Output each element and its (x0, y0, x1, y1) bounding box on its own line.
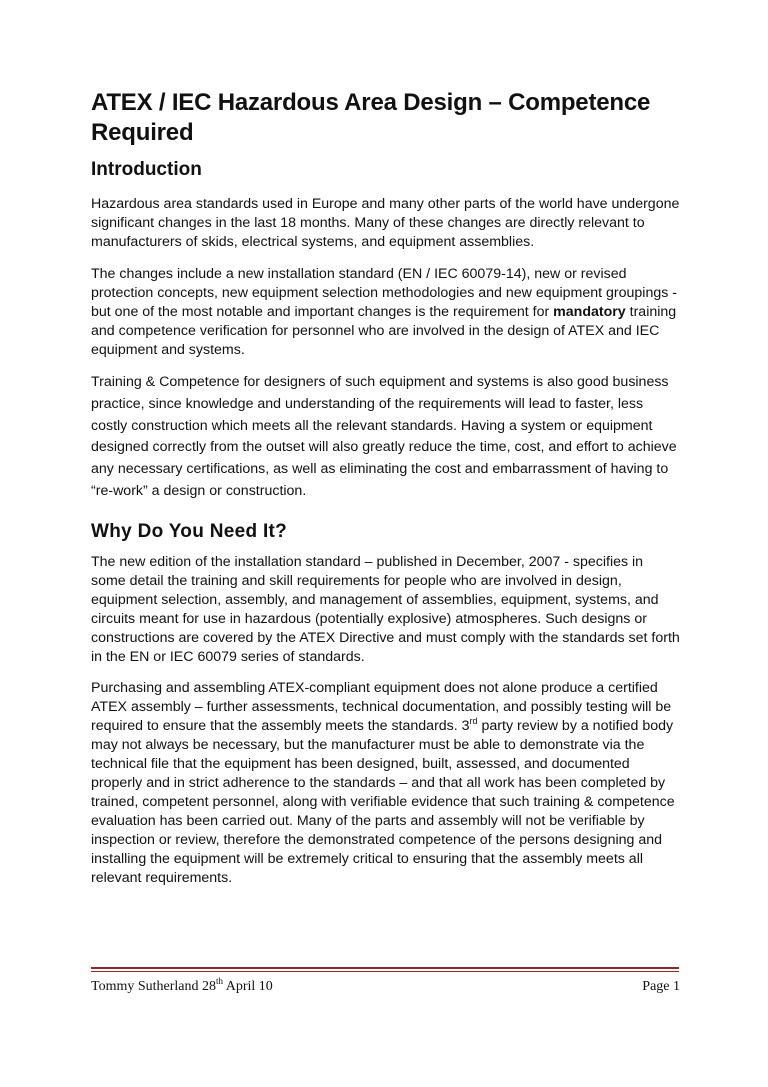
why-paragraph-2 (91, 679, 681, 888)
document-title: ATEX / IEC Hazardous Area Design – Competence Required (91, 89, 651, 146)
why-paragraph-1: The new edition of the installation standard – published in December, 2007 - specifies in some detail the training and skill requirements for people who are involved in design, equipment selection, assembly, and management of assemblies, equipment, systems, and circuits meant for use in hazardous (potentially explosive) atmospheres. Such designs or constructions are covered by the ATEX Directive and must comply with the standards set forth in the EN or IEC 60079 series of standards. (91, 553, 680, 665)
footer-author-date (91, 976, 273, 995)
intro-paragraph-2-text-a: The changes include a new installation standard (EN / IEC 60079-14), new or revised protection concepts, new equipment selection methodologies and new equipment groupings - but one of the most notable and important changes is the requirement for (91, 266, 677, 320)
footer-rule-thick (91, 967, 679, 969)
footer-rule-thin (91, 971, 679, 972)
mandatory-emphasis: mandatory (553, 304, 626, 320)
why-paragraph-2-text-b: party review by a notified body may not always be necessary, but the manufacturer must be able to demonstrate via the technical file that the equipment has been designed, built, assessed, and documented properly and in strict adherence to the standards – and that all work has been completed by trained, competent personnel, along with verifiable evidence that such training & competence evaluation has been carried out. Many of the parts and assembly will not be verifiable by inspection or review, therefore the demonstrated competence of the persons designing and installing the equipment will be extremely critical to ensuring that the assembly meets all relevant requirements. (91, 717, 675, 886)
page-content (91, 88, 681, 888)
footer-author: Tommy Sutherland 28 (91, 979, 217, 994)
footer-date: April 10 (223, 979, 273, 994)
section-heading-introduction: Introduction (91, 159, 202, 180)
intro-paragraph-2 (91, 265, 681, 360)
intro-paragraph-1: Hazardous area standards used in Europe and many other parts of the world have undergone significant changes in the last 18 months. Many of these changes are directly relevant to manufacturers of skids, electrical systems, and equipment assemblies. (91, 196, 680, 250)
page-number: Page 1 (642, 979, 680, 994)
intro-paragraph-2-text-b: training and competence verification for personnel who are involved in the design of ATEX and IEC equipment and systems. (91, 304, 677, 358)
ordinal-superscript: rd (469, 715, 478, 726)
footer-date-superscript: th (216, 976, 224, 986)
intro-paragraph-3: Training & Competence for designers of such equipment and systems is also good business practice, since knowledge and understanding of the requirements will lead to faster, less costly construction which meets all the relevant standards. Having a system or equipment designed correctly from the outset will also greatly reduce the time, cost, and effort to achieve any necessary certifications, as well as eliminating the cost and embarrassment of having to “re-work” a design or construction. (91, 374, 677, 499)
why-paragraph-2-text-a: Purchasing and assembling ATEX-compliant equipment does not alone produce a certified ATEX assembly – further assessments, technical documentation, and possibly testing will be required to ensure that the assembly meets the standards. 3 (91, 679, 672, 734)
section-heading-why: Why Do You Need It? (91, 520, 288, 542)
